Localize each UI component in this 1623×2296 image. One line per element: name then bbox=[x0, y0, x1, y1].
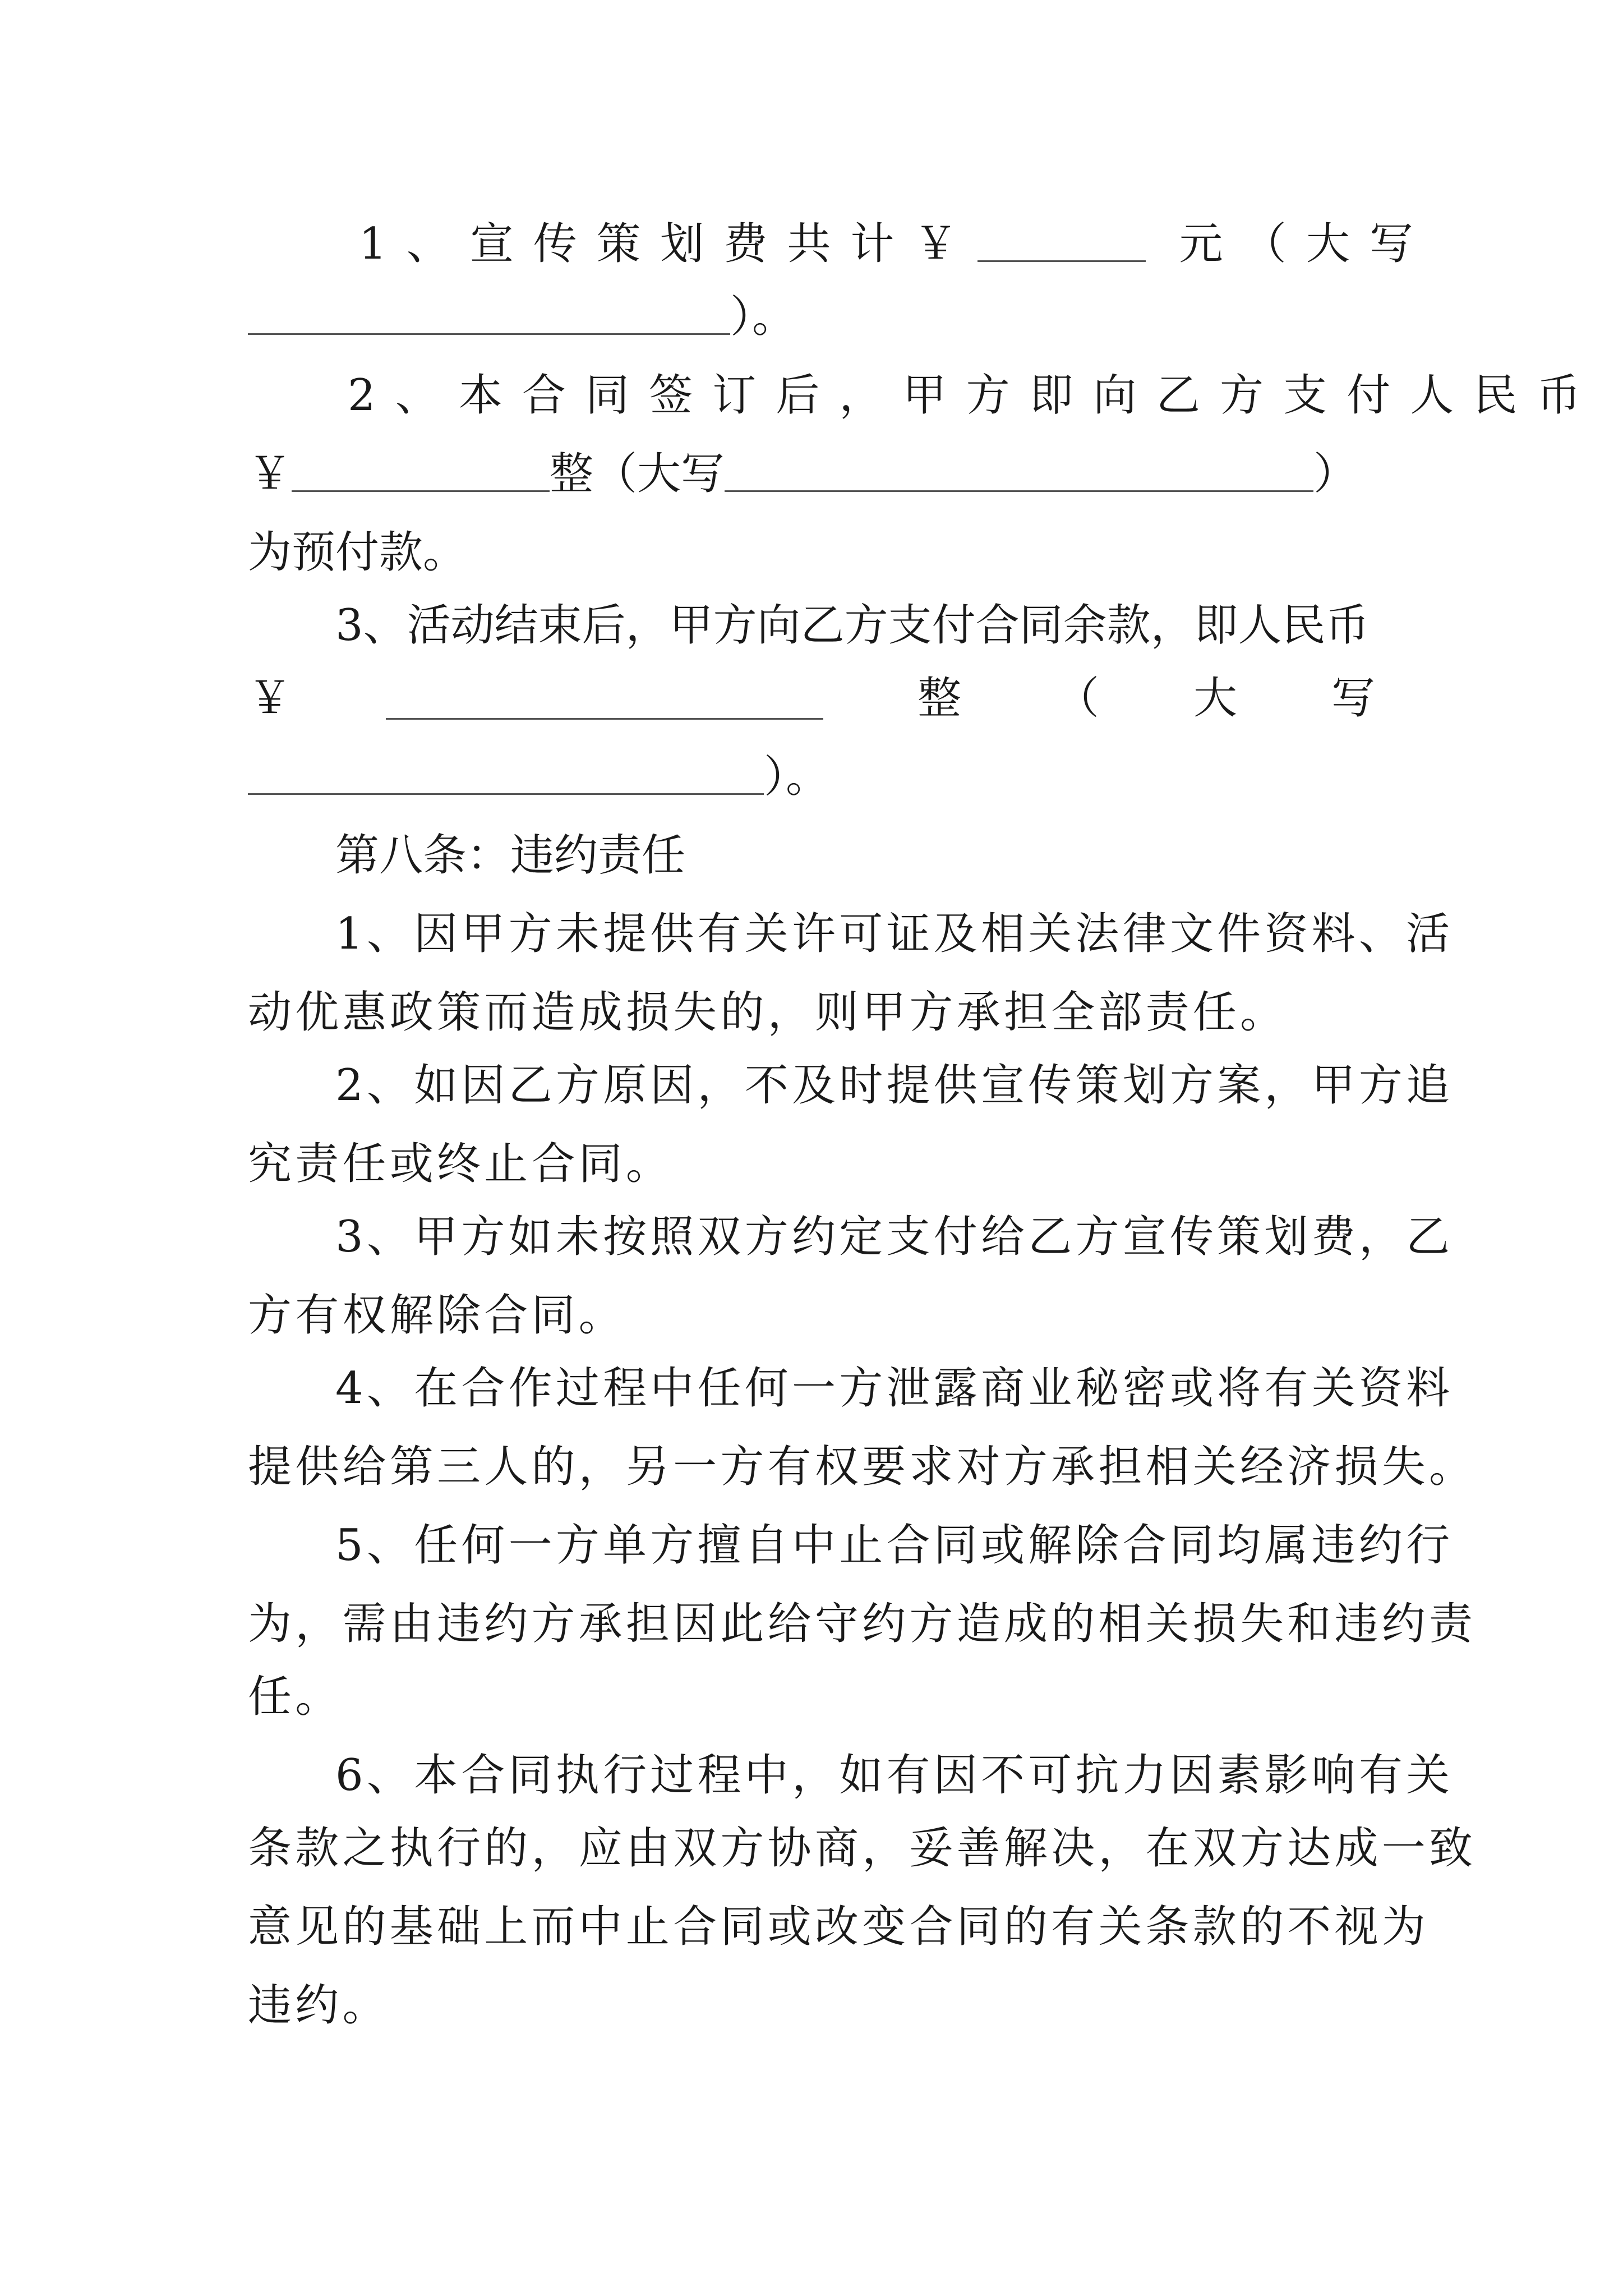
clause-2-line-1: 2、如因乙方原因，不及时提供宣传策划方案，甲方追 bbox=[335, 1060, 1454, 1111]
amount-words-blank bbox=[248, 754, 764, 795]
clause-1-line-1: 1、因甲方未提供有关许可证及相关法律文件资料、活 bbox=[335, 909, 1454, 959]
payment-item-2-zheng: 整（大写 bbox=[550, 449, 725, 499]
clause-4-line-2: 提供给第三人的，另一方有权要求对方承担相关经济损失。 bbox=[248, 1442, 1477, 1492]
payment-item-2-line-3: 为预付款。 bbox=[248, 527, 467, 578]
amount-words-blank bbox=[725, 451, 1313, 492]
payment-item-2-close: ） bbox=[1313, 449, 1358, 499]
clause-4-line-1: 4、在合作过程中任何一方泄露商业秘密或将有关资料 bbox=[335, 1363, 1454, 1414]
clause-5-line-3: 任。 bbox=[248, 1672, 343, 1722]
clause-3-line-2: 方有权解除合同。 bbox=[248, 1290, 626, 1341]
amount-blank bbox=[978, 221, 1146, 262]
payment-item-1-mid: 元（大写 bbox=[1179, 219, 1433, 269]
payment-item-1-end: ）。 bbox=[730, 292, 796, 342]
clause-2-line-2: 究责任或终止合同。 bbox=[248, 1139, 674, 1189]
payment-item-2-line-2 bbox=[248, 443, 1375, 505]
clause-6-line-2: 条款之执行的，应由双方协商，妥善解决，在双方达成一致 bbox=[248, 1823, 1477, 1874]
clause-6-line-3: 意见的基础上而中止合同或改变合同的有关条款的不视为 bbox=[248, 1902, 1430, 1952]
clause-1-line-2: 动优惠政策而造成损失的，则甲方承担全部责任。 bbox=[248, 987, 1288, 1038]
payment-item-3-line-3 bbox=[248, 746, 1375, 808]
amount-blank bbox=[292, 451, 550, 492]
yen-sign: ￥ bbox=[248, 673, 292, 724]
article-8-title: 第八条：违约责任 bbox=[335, 830, 686, 881]
payment-item-1-prefix: 1、宣传策划费共计￥ bbox=[359, 219, 978, 269]
payment-item-3-end: ）。 bbox=[764, 752, 830, 802]
clause-3-line-1: 3、甲方如未按照双方约定支付给乙方宣传策划费，乙 bbox=[335, 1212, 1454, 1262]
payment-item-3-xie: 写 bbox=[1331, 673, 1375, 724]
payment-item-3-da: 大 bbox=[1193, 673, 1237, 724]
payment-item-3-zheng: 整 bbox=[917, 673, 961, 724]
payment-item-1-line-1 bbox=[359, 213, 1433, 275]
payment-item-1-line-2 bbox=[248, 286, 1375, 348]
clause-5-line-2: 为，需由违约方承担因此给守约方造成的相关损失和违约责 bbox=[248, 1599, 1477, 1649]
payment-item-3-line-2 bbox=[248, 668, 1375, 729]
payment-item-3-line-1: 3、活动结束后，甲方向乙方支付合同余款，即人民币 bbox=[335, 600, 1370, 651]
clause-6-line-1: 6、本合同执行过程中，如有因不可抗力因素影响有关 bbox=[335, 1750, 1454, 1801]
payment-item-2-line-1: 2、本合同签订后，甲方即向乙方支付人民币 bbox=[348, 370, 1601, 421]
amount-words-blank bbox=[248, 294, 730, 335]
amount-blank bbox=[386, 668, 823, 720]
yen-sign: ￥ bbox=[248, 449, 292, 499]
clause-5-line-1: 5、任何一方单方擅自中止合同或解除合同均属违约行 bbox=[335, 1520, 1454, 1571]
clause-6-line-4: 违约。 bbox=[248, 1980, 390, 2031]
payment-item-3-open: （ bbox=[1055, 673, 1099, 724]
